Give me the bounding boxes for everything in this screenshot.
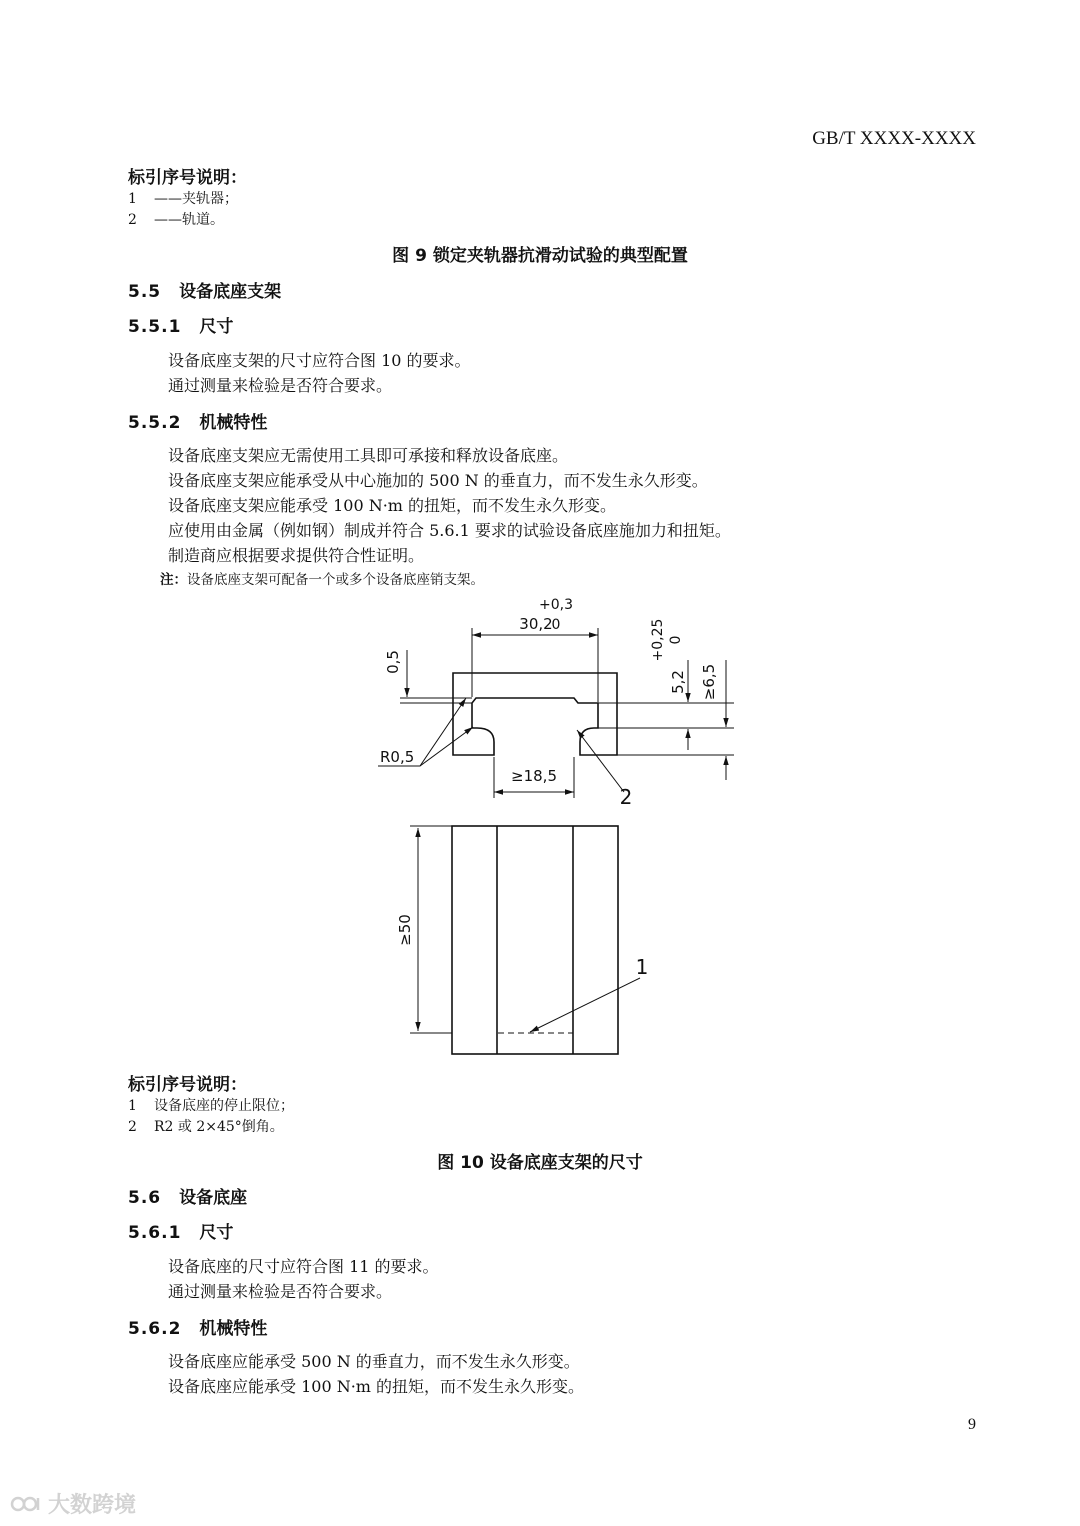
legend-item bbox=[128, 1116, 284, 1136]
legend-title: 标引序号说明： bbox=[128, 1075, 247, 1095]
figure-9-caption: 图 9 锁定夹轨器抗滑动试验的典型配置 bbox=[392, 246, 688, 266]
legend-item-number: 1 bbox=[128, 191, 137, 207]
watermark bbox=[10, 1488, 136, 1519]
dim-slot-height: 5,2 bbox=[669, 670, 687, 694]
dim-slot-width: ≥18,5 bbox=[511, 767, 557, 785]
section-number: 5.5.2 bbox=[128, 413, 182, 433]
watermark-logo-icon bbox=[10, 1492, 44, 1516]
paragraph: 应使用由金属（例如钢）制成并符合 5.6.1 要求的试验设备底座施加力和扭矩。 bbox=[168, 521, 731, 540]
legend-item-number: 2 bbox=[128, 1119, 137, 1135]
page-number: 9 bbox=[968, 1416, 976, 1433]
dim-tolerance-upper: +0,3 bbox=[539, 597, 573, 613]
section-number: 5.5 bbox=[128, 282, 162, 302]
callout-1: 1 bbox=[635, 955, 649, 979]
paragraph: 设备底座应能承受 100 N·m 的扭矩，而不发生永久形变。 bbox=[168, 1377, 585, 1396]
dim-radius: R0,5 bbox=[380, 748, 415, 766]
section-heading-5-6 bbox=[128, 1183, 247, 1208]
legend-item-text: ——轨道。 bbox=[154, 212, 224, 228]
paragraph: 设备底座支架应能承受从中心施加的 500 N 的垂直力，而不发生永久形变。 bbox=[168, 471, 708, 490]
legend-item-text: R2 或 2×45°倒角。 bbox=[154, 1119, 284, 1135]
legend-item-text: ——夹轨器； bbox=[154, 191, 238, 207]
section-heading-5-6-1 bbox=[128, 1218, 233, 1243]
paragraph: 设备底座应能承受 500 N 的垂直力，而不发生永久形变。 bbox=[168, 1352, 580, 1371]
section-title: 机械特性 bbox=[199, 413, 268, 433]
watermark-text: 大数跨境 bbox=[48, 1493, 137, 1518]
section-title: 尺寸 bbox=[199, 317, 234, 337]
section-title: 机械特性 bbox=[199, 1319, 268, 1339]
note-text: 设备底座支架可配备一个或多个设备底座销支架。 bbox=[187, 572, 484, 588]
dim-depth-top: 0,5 bbox=[384, 650, 402, 674]
callout-2: 2 bbox=[619, 785, 633, 809]
legend-item-number: 1 bbox=[128, 1098, 137, 1114]
paragraph: 通过测量来检验是否符合要求。 bbox=[168, 1282, 393, 1301]
cross-section-outline bbox=[453, 673, 617, 755]
section-number: 5.6 bbox=[128, 1188, 162, 1208]
paragraph: 通过测量来检验是否符合要求。 bbox=[168, 376, 393, 395]
note-label: 注： bbox=[160, 572, 187, 588]
section-number: 5.6.1 bbox=[128, 1223, 182, 1243]
paragraph: 设备底座的尺寸应符合图 11 的要求。 bbox=[168, 1257, 439, 1276]
paragraph: 制造商应根据要求提供符合性证明。 bbox=[168, 546, 425, 565]
plan-view-outline bbox=[452, 826, 618, 1054]
document-code: GB/T XXXX-XXXX bbox=[812, 128, 976, 149]
section-title: 设备底座 bbox=[179, 1188, 248, 1208]
dim-tolerance-v-lower: 0 bbox=[668, 635, 684, 645]
legend-item-text: 设备底座的停止限位； bbox=[154, 1098, 294, 1114]
section-title: 尺寸 bbox=[199, 1223, 234, 1243]
section-number: 5.5.1 bbox=[128, 317, 182, 337]
paragraph: 设备底座支架应能承受 100 N·m 的扭矩，而不发生永久形变。 bbox=[168, 496, 617, 515]
dim-min-total-height: ≥6,5 bbox=[700, 663, 718, 701]
section-heading-5-6-2 bbox=[128, 1314, 267, 1339]
legend-title: 标引序号说明： bbox=[128, 168, 247, 188]
legend-item bbox=[128, 1095, 294, 1115]
section-number: 5.6.2 bbox=[128, 1319, 182, 1339]
section-title: 设备底座支架 bbox=[179, 282, 282, 302]
dim-tolerance-lower: 0 bbox=[551, 617, 561, 633]
dim-length: ≥50 bbox=[396, 914, 414, 946]
dim-width-main: 30,2 bbox=[519, 615, 553, 633]
dim-tolerance-v-upper: +0,25 bbox=[650, 618, 666, 662]
paragraph: 设备底座支架的尺寸应符合图 10 的要求。 bbox=[168, 351, 471, 370]
paragraph: 设备底座支架应无需使用工具即可承接和释放设备底座。 bbox=[168, 446, 569, 465]
legend-item-number: 2 bbox=[128, 212, 137, 228]
figure-10-caption: 图 10 设备底座支架的尺寸 bbox=[437, 1153, 643, 1173]
